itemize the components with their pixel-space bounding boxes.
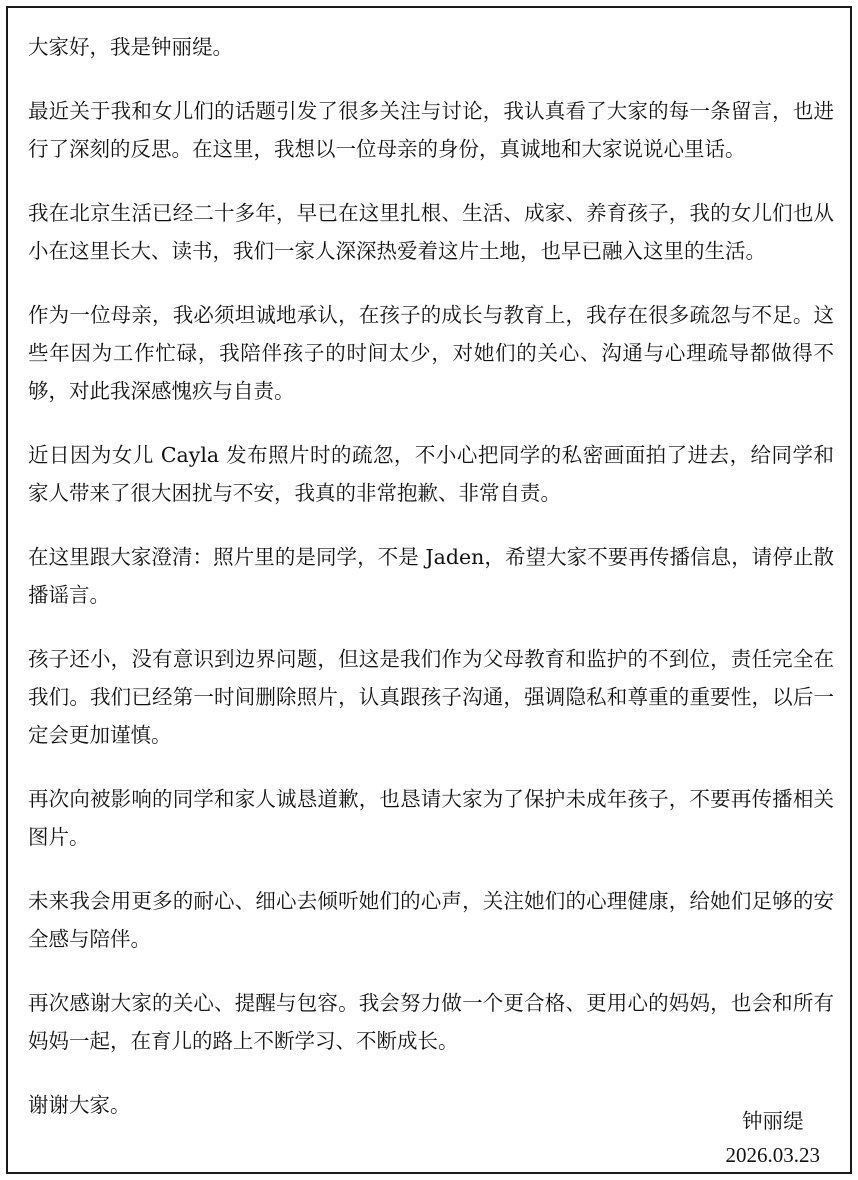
paragraph-closing: 谢谢大家。 xyxy=(28,1093,131,1117)
letter-frame xyxy=(6,6,852,1174)
signature-name: 钟丽缇 xyxy=(742,1109,804,1133)
paragraph-greeting: 大家好，我是钟丽缇。 xyxy=(28,35,233,59)
signature-block xyxy=(726,1104,821,1172)
paragraph-reflection: 最近关于我和女儿们的话题引发了很多关注与讨论，我认真看了大家的每一条留言，也进行了深刻的反思。在这里，我想以一位母亲的身份，真诚地和大家说说心里话。 xyxy=(28,99,834,161)
paragraph-apology: 再次向被影响的同学和家人诚恳道歉，也恳请大家为了保护未成年孩子，不要再传播相关图片。 xyxy=(28,787,834,849)
paragraph-thanks: 再次感谢大家的关心、提醒与包容。我会努力做一个更合格、更用心的妈妈，也会和所有妈妈一起，在育儿的路上不断学习、不断成长。 xyxy=(28,991,834,1053)
paragraph-admission: 作为一位母亲，我必须坦诚地承认，在孩子的成长与教育上，我存在很多疏忽与不足。这些年因为工作忙碌，我陪伴孩子的时间太少，对她们的关心、沟通与心理疏导都做得不够，对此我深感愧疚与自责。 xyxy=(28,303,834,403)
signature-date: 2026.03.23 xyxy=(725,1143,820,1167)
letter-body xyxy=(28,28,834,1150)
paragraph-responsibility: 孩子还小，没有意识到边界问题，但这是我们作为父母教育和监护的不到位，责任完全在我们。我们已经第一时间删除照片，认真跟孩子沟通，强调隐私和尊重的重要性，以后一定会更加谨慎。 xyxy=(28,647,834,747)
paragraph-future: 未来我会用更多的耐心、细心去倾听她们的心声，关注她们的心理健康，给她们足够的安全感与陪伴。 xyxy=(28,889,834,951)
paragraph-beijing-life: 我在北京生活已经二十多年，早已在这里扎根、生活、成家、养育孩子，我的女儿们也从小在这里长大、读书，我们一家人深深热爱着这片土地，也早已融入这里的生活。 xyxy=(28,201,834,263)
paragraph-clarification: 在这里跟大家澄清：照片里的是同学，不是 Jaden，希望大家不要再传播信息，请停止散播谣言。 xyxy=(28,545,834,607)
paragraph-incident: 近日因为女儿 Cayla 发布照片时的疏忽，不小心把同学的私密画面拍了进去，给同学和家人带来了很大困扰与不安，我真的非常抱歉、非常自责。 xyxy=(28,443,834,505)
